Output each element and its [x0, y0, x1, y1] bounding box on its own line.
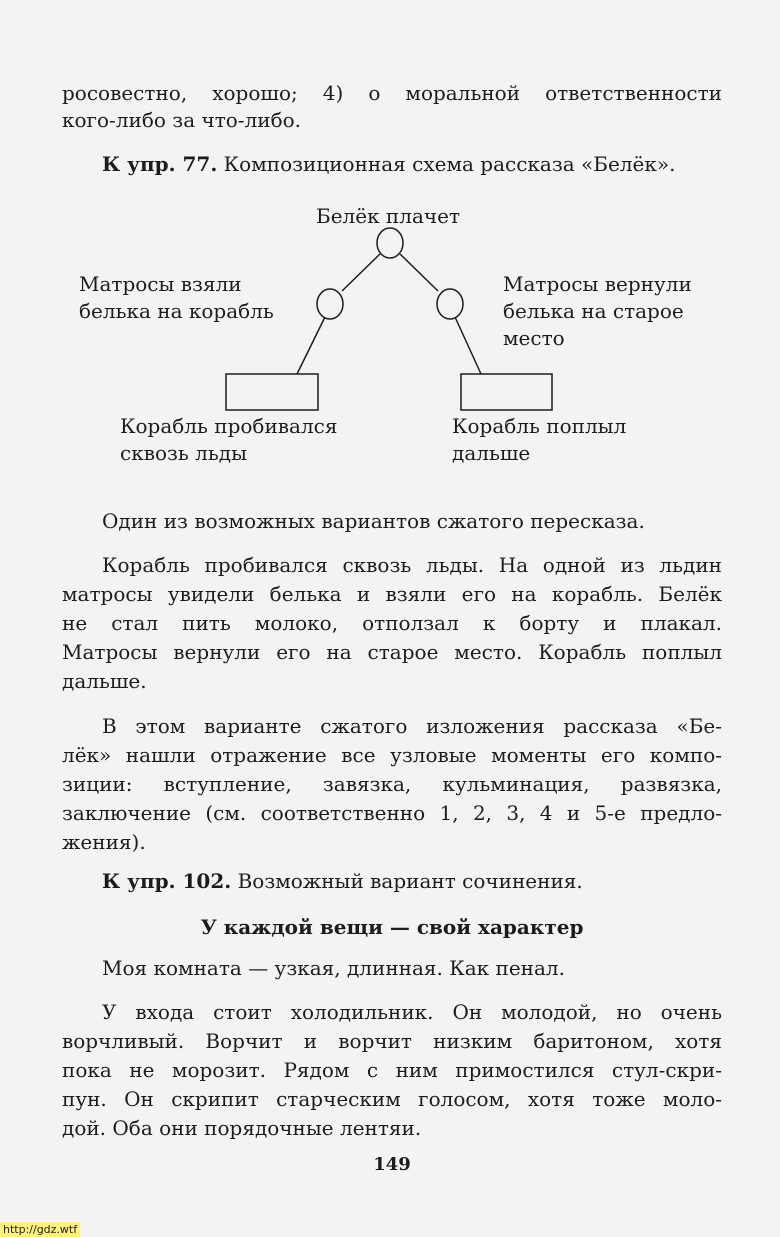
node-box-right [461, 374, 552, 410]
node-circle-right [437, 289, 463, 319]
diagram-edge [455, 317, 481, 374]
exercise-text: Возможный вариант сочинения. [231, 869, 583, 893]
text-line: В этом варианте сжатого изложения рассказа «Бе- [102, 714, 722, 738]
text-line: Корабль пробивался сквозь льды. На одной из льдин [102, 553, 722, 577]
exercise-label: К упр. 77. [102, 152, 218, 176]
diagram-label-left-mid: Матросы взяли белька на корабль [79, 272, 274, 323]
text-line: пун. Он скрипит старческим голосом, хотя тоже моло- [62, 1087, 722, 1111]
text-line: У входа стоит холодильник. Он молодой, но очень [102, 1000, 722, 1024]
variant-heading: Один из возможных вариантов сжатого пересказа. [102, 509, 645, 533]
node-circle-top [377, 228, 403, 258]
diagram-label-top: Белёк плачет [316, 204, 461, 228]
text-line: кого-либо за что-либо. [62, 108, 302, 132]
essay-title: У каждой вещи — свой характер [200, 915, 584, 939]
diagram-edge [400, 254, 438, 291]
text-line: заключение (см. соответственно 1, 2, 3, 4 и 5-е предло- [62, 801, 722, 825]
node-circle-left [317, 289, 343, 319]
diagram-label-right-bottom: Корабль поплыл дальше [452, 414, 627, 465]
diagram-edge [297, 317, 325, 374]
node-box-left [226, 374, 318, 410]
page-number: 149 [373, 1154, 411, 1175]
composition-diagram [0, 0, 780, 480]
text-line: дальше. [62, 669, 147, 693]
text-line: Моя комната — узкая, длинная. Как пенал. [102, 956, 565, 980]
text-line: матросы увидели белька и взяли его на корабль. Белёк [62, 582, 722, 606]
text-line: жения). [62, 830, 146, 854]
text-line: росовестно, хорошо; 4) о моральной ответственности [62, 81, 722, 105]
diagram-label-left-bottom: Корабль пробивался сквозь льды [120, 414, 338, 465]
watermark-link[interactable]: http://gdz.wtf [0, 1222, 80, 1237]
exercise-text: Композиционная схема рассказа «Белёк». [217, 152, 676, 176]
text-line: дой. Оба они порядочные лентяи. [62, 1116, 422, 1140]
diagram-label-right-mid: Матросы вернули белька на старое место [503, 272, 692, 350]
text-line: лёк» нашли отражение все узловые моменты его компо- [62, 743, 722, 767]
text-line: не стал пить молоко, отползал к борту и плакал. [62, 611, 722, 635]
exercise-102-heading [102, 868, 722, 894]
diagram-edge [342, 254, 380, 291]
text-line: Матросы вернули его на старое место. Корабль поплыл [62, 640, 722, 664]
text-line: зиции: вступление, завязка, кульминация, развязка, [62, 772, 722, 796]
text-line: ворчливый. Ворчит и ворчит низким баритоном, хотя [62, 1029, 722, 1053]
text-line: пока не морозит. Рядом с ним примостился стул-скри- [62, 1058, 722, 1082]
exercise-label: К упр. 102. [102, 869, 232, 893]
